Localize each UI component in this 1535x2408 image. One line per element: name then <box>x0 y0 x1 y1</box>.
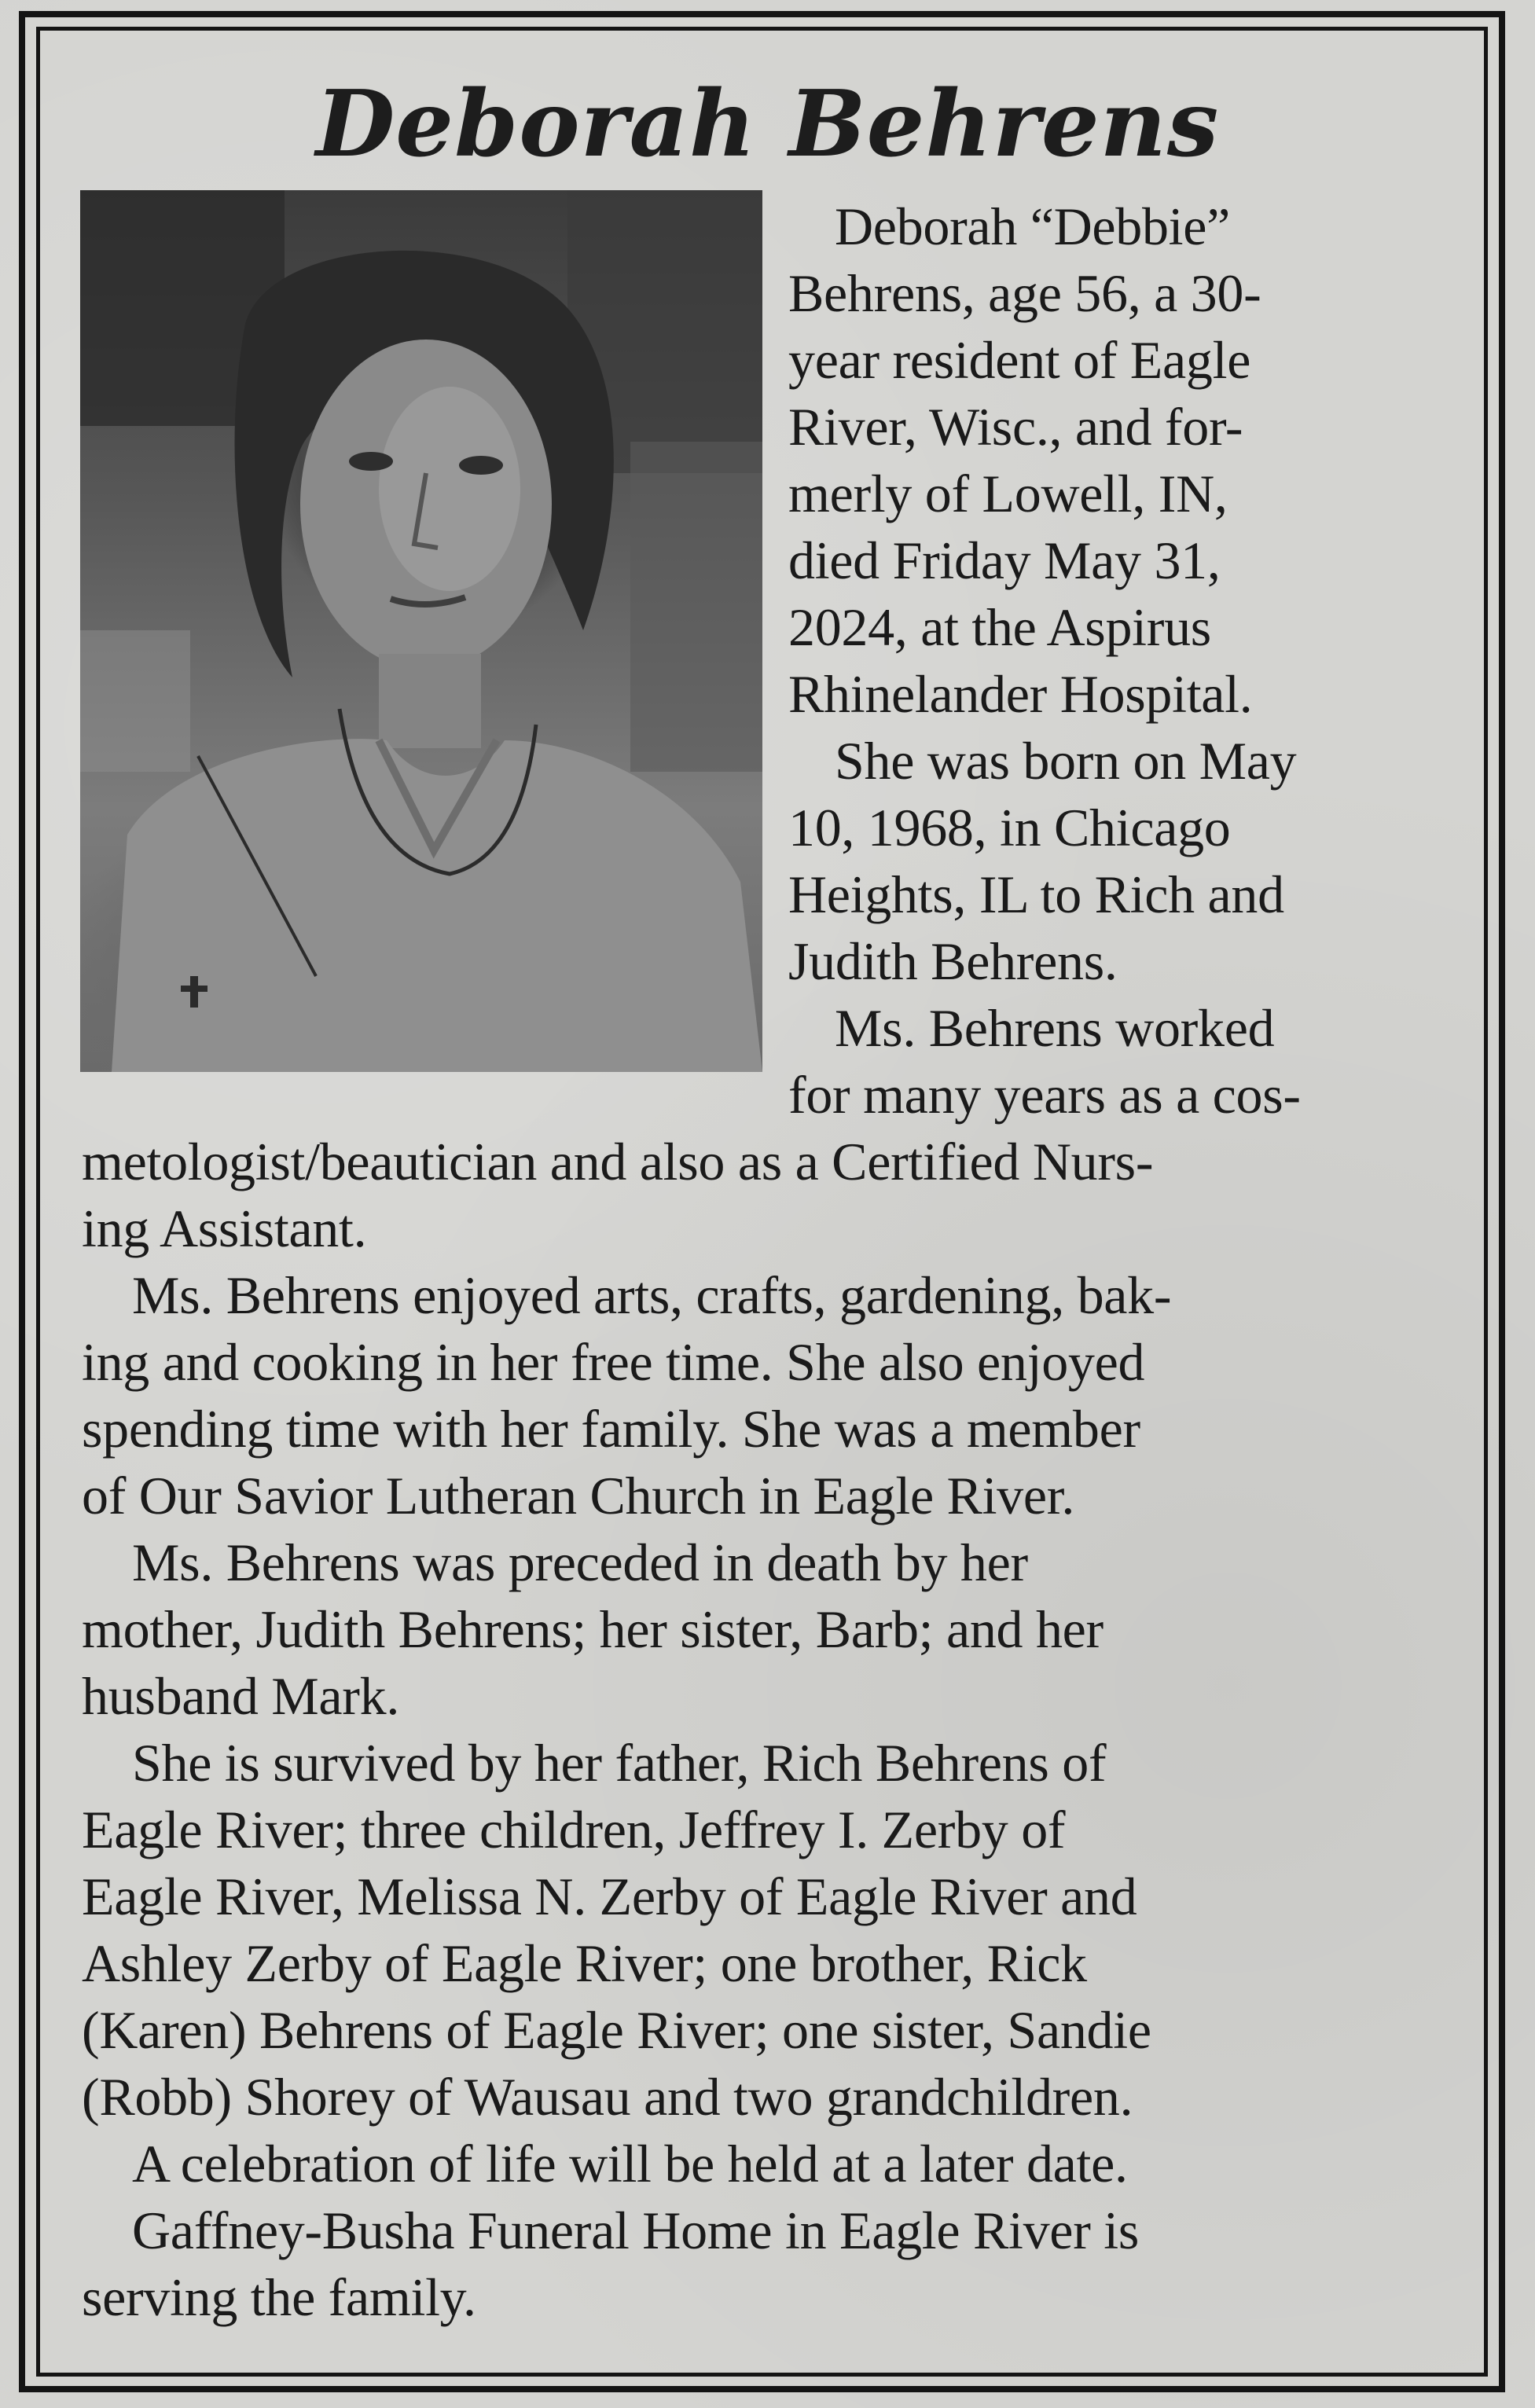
text-line: 2024, at the Aspirus <box>788 597 1211 657</box>
text-line: Deborah “Debbie” <box>835 196 1231 256</box>
text-line: mother, Judith Behrens; her sister, Barb; and her <box>82 1599 1104 1659</box>
text-line: Judith Behrens. <box>788 931 1118 991</box>
text-line: ing and cooking in her free time. She also enjoyed <box>82 1332 1145 1392</box>
text-line: merly of Lowell, IN, <box>788 464 1228 523</box>
text-line: serving the family. <box>82 2267 476 2327</box>
text-line: Ms. Behrens worked <box>835 998 1275 1058</box>
text-line: died Friday May 31, <box>788 530 1221 590</box>
text-line: Gaffney-Busha Funeral Home in Eagle River is <box>132 2201 1139 2260</box>
text-line: year resident of Eagle <box>788 330 1251 390</box>
portrait-illustration <box>80 190 762 1072</box>
text-line: A celebration of life will be held at a later date. <box>132 2134 1128 2193</box>
portrait-photo <box>80 190 762 1072</box>
text-line: River, Wisc., and for- <box>788 397 1243 457</box>
text-line: spending time with her family. She was a member <box>82 1399 1140 1459</box>
text-line: husband Mark. <box>82 1666 400 1726</box>
text-line: metologist/beautician and also as a Certified Nurs- <box>82 1132 1154 1191</box>
text-line: Behrens, age 56, a 30- <box>788 263 1261 323</box>
text-line: Ashley Zerby of Eagle River; one brother, Rick <box>82 1933 1087 1993</box>
text-line: Eagle River, Melissa N. Zerby of Eagle River and <box>82 1867 1137 1926</box>
text-line: Rhinelander Hospital. <box>788 664 1253 724</box>
text-line: for many years as a cos- <box>788 1065 1301 1125</box>
text-line: of Our Savior Lutheran Church in Eagle River. <box>82 1466 1075 1525</box>
text-line: Ms. Behrens was preceded in death by her <box>132 1533 1028 1592</box>
obituary-title: Deborah Behrens <box>315 71 1220 178</box>
text-line: Heights, IL to Rich and <box>788 864 1284 924</box>
text-line: Ms. Behrens enjoyed arts, crafts, gardening, bak- <box>132 1265 1172 1325</box>
text-line: ing Assistant. <box>82 1198 367 1258</box>
text-line: (Robb) Shorey of Wausau and two grandchildren. <box>82 2067 1133 2127</box>
text-line: She was born on May <box>835 731 1297 791</box>
text-line: She is survived by her father, Rich Behrens of <box>132 1733 1107 1793</box>
text-line: 10, 1968, in Chicago <box>788 798 1231 857</box>
text-line: (Karen) Behrens of Eagle River; one sister, Sandie <box>82 2000 1151 2060</box>
text-line: Eagle River; three children, Jeffrey I. Zerby of <box>82 1800 1066 1859</box>
